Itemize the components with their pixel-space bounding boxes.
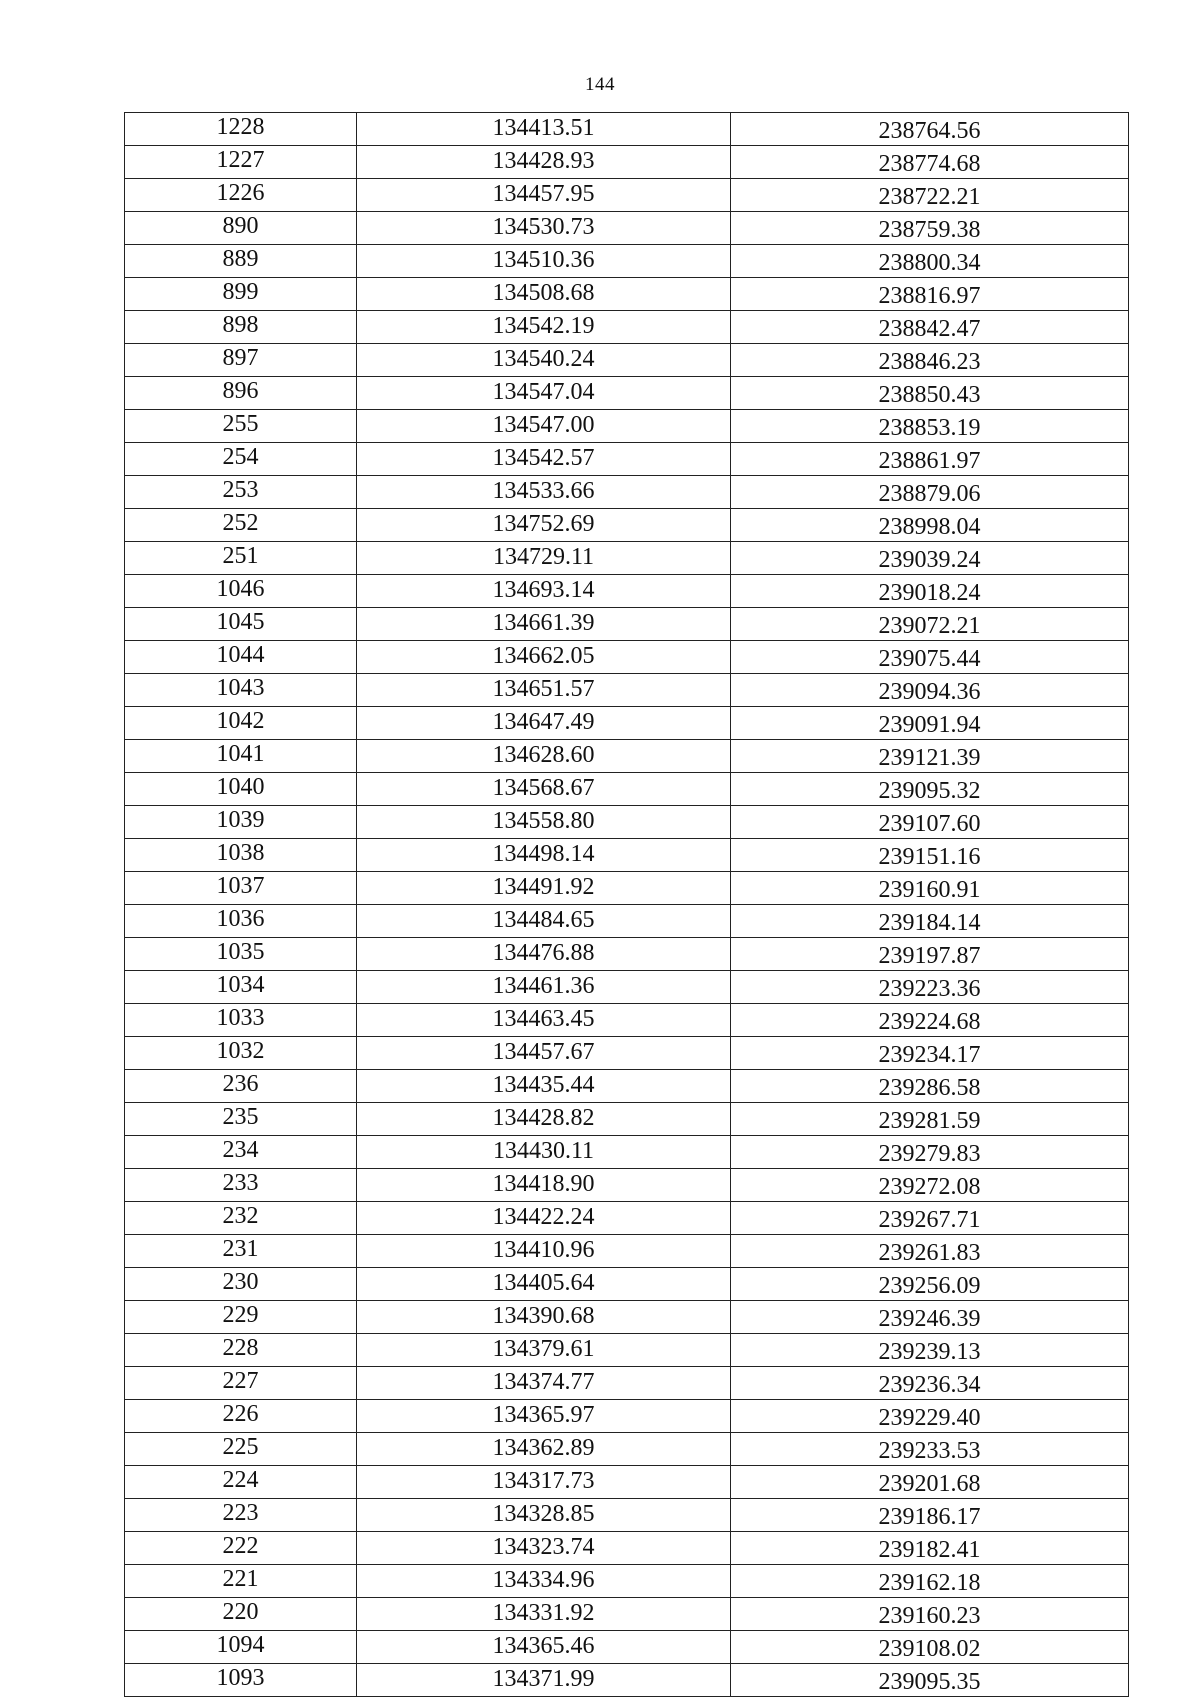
table-row bbox=[125, 146, 1129, 179]
x-coordinate-cell: 134374.77 bbox=[357, 1367, 731, 1400]
y-coordinate-cell: 239091.94 bbox=[731, 707, 1129, 740]
x-coordinate-cell: 134323.74 bbox=[357, 1532, 731, 1565]
x-coordinate-cell: 134365.97 bbox=[357, 1400, 731, 1433]
x-coordinate-cell: 134430.11 bbox=[357, 1136, 731, 1169]
x-coordinate-cell: 134476.88 bbox=[357, 938, 731, 971]
y-coordinate-cell: 238853.19 bbox=[731, 410, 1129, 443]
x-coordinate-cell: 134530.73 bbox=[357, 212, 731, 245]
x-coordinate-cell: 134317.73 bbox=[357, 1466, 731, 1499]
table-row bbox=[125, 674, 1129, 707]
table-row bbox=[125, 1664, 1129, 1697]
y-coordinate-cell: 239160.23 bbox=[731, 1598, 1129, 1631]
point-number-cell: 1043 bbox=[125, 674, 357, 707]
x-coordinate-cell: 134390.68 bbox=[357, 1301, 731, 1334]
point-number-cell: 221 bbox=[125, 1565, 357, 1598]
y-coordinate-cell: 239223.36 bbox=[731, 971, 1129, 1004]
table-row bbox=[125, 311, 1129, 344]
table-row bbox=[125, 410, 1129, 443]
point-number-cell: 229 bbox=[125, 1301, 357, 1334]
y-coordinate-cell: 239261.83 bbox=[731, 1235, 1129, 1268]
table-row bbox=[125, 1433, 1129, 1466]
x-coordinate-cell: 134328.85 bbox=[357, 1499, 731, 1532]
table-row bbox=[125, 1136, 1129, 1169]
y-coordinate-cell: 238842.47 bbox=[731, 311, 1129, 344]
point-number-cell: 899 bbox=[125, 278, 357, 311]
point-number-cell: 889 bbox=[125, 245, 357, 278]
point-number-cell: 1041 bbox=[125, 740, 357, 773]
x-coordinate-cell: 134405.64 bbox=[357, 1268, 731, 1301]
point-number-cell: 896 bbox=[125, 377, 357, 410]
table-row bbox=[125, 476, 1129, 509]
x-coordinate-cell: 134422.24 bbox=[357, 1202, 731, 1235]
table-row bbox=[125, 113, 1129, 146]
y-coordinate-cell: 239108.02 bbox=[731, 1631, 1129, 1664]
table-row bbox=[125, 212, 1129, 245]
x-coordinate-cell: 134547.00 bbox=[357, 410, 731, 443]
x-coordinate-cell: 134661.39 bbox=[357, 608, 731, 641]
table-row bbox=[125, 1598, 1129, 1631]
table-row bbox=[125, 1466, 1129, 1499]
x-coordinate-cell: 134362.89 bbox=[357, 1433, 731, 1466]
point-number-cell: 890 bbox=[125, 212, 357, 245]
y-coordinate-cell: 239281.59 bbox=[731, 1103, 1129, 1136]
table-row bbox=[125, 1268, 1129, 1301]
point-number-cell: 233 bbox=[125, 1169, 357, 1202]
x-coordinate-cell: 134461.36 bbox=[357, 971, 731, 1004]
point-number-cell: 1036 bbox=[125, 905, 357, 938]
point-number-cell: 897 bbox=[125, 344, 357, 377]
table-row bbox=[125, 839, 1129, 872]
y-coordinate-cell: 239121.39 bbox=[731, 740, 1129, 773]
y-coordinate-cell: 239095.35 bbox=[731, 1664, 1129, 1697]
y-coordinate-cell: 239201.68 bbox=[731, 1466, 1129, 1499]
point-number-cell: 1032 bbox=[125, 1037, 357, 1070]
x-coordinate-cell: 134410.96 bbox=[357, 1235, 731, 1268]
point-number-cell: 1227 bbox=[125, 146, 357, 179]
y-coordinate-cell: 239229.40 bbox=[731, 1400, 1129, 1433]
x-coordinate-cell: 134542.19 bbox=[357, 311, 731, 344]
y-coordinate-cell: 239236.34 bbox=[731, 1367, 1129, 1400]
table-row bbox=[125, 872, 1129, 905]
x-coordinate-cell: 134428.93 bbox=[357, 146, 731, 179]
point-number-cell: 898 bbox=[125, 311, 357, 344]
table-row bbox=[125, 179, 1129, 212]
point-number-cell: 1040 bbox=[125, 773, 357, 806]
y-coordinate-cell: 238998.04 bbox=[731, 509, 1129, 542]
table-row bbox=[125, 938, 1129, 971]
table-row bbox=[125, 1532, 1129, 1565]
coordinates-table-body bbox=[125, 113, 1129, 1697]
y-coordinate-cell: 239184.14 bbox=[731, 905, 1129, 938]
table-row bbox=[125, 1169, 1129, 1202]
table-row bbox=[125, 542, 1129, 575]
x-coordinate-cell: 134752.69 bbox=[357, 509, 731, 542]
y-coordinate-cell: 238800.34 bbox=[731, 245, 1129, 278]
y-coordinate-cell: 239233.53 bbox=[731, 1433, 1129, 1466]
x-coordinate-cell: 134662.05 bbox=[357, 641, 731, 674]
point-number-cell: 1038 bbox=[125, 839, 357, 872]
x-coordinate-cell: 134540.24 bbox=[357, 344, 731, 377]
x-coordinate-cell: 134484.65 bbox=[357, 905, 731, 938]
y-coordinate-cell: 239286.58 bbox=[731, 1070, 1129, 1103]
y-coordinate-cell: 238759.38 bbox=[731, 212, 1129, 245]
y-coordinate-cell: 239075.44 bbox=[731, 641, 1129, 674]
table-row bbox=[125, 806, 1129, 839]
table-row bbox=[125, 1103, 1129, 1136]
point-number-cell: 236 bbox=[125, 1070, 357, 1103]
point-number-cell: 220 bbox=[125, 1598, 357, 1631]
y-coordinate-cell: 239095.32 bbox=[731, 773, 1129, 806]
point-number-cell: 231 bbox=[125, 1235, 357, 1268]
point-number-cell: 255 bbox=[125, 410, 357, 443]
y-coordinate-cell: 238879.06 bbox=[731, 476, 1129, 509]
point-number-cell: 222 bbox=[125, 1532, 357, 1565]
x-coordinate-cell: 134547.04 bbox=[357, 377, 731, 410]
point-number-cell: 232 bbox=[125, 1202, 357, 1235]
x-coordinate-cell: 134647.49 bbox=[357, 707, 731, 740]
y-coordinate-cell: 239256.09 bbox=[731, 1268, 1129, 1301]
table-row bbox=[125, 1004, 1129, 1037]
point-number-cell: 1044 bbox=[125, 641, 357, 674]
table-row bbox=[125, 344, 1129, 377]
y-coordinate-cell: 239267.71 bbox=[731, 1202, 1129, 1235]
y-coordinate-cell: 239239.13 bbox=[731, 1334, 1129, 1367]
table-row bbox=[125, 740, 1129, 773]
point-number-cell: 254 bbox=[125, 443, 357, 476]
table-row bbox=[125, 1400, 1129, 1433]
point-number-cell: 252 bbox=[125, 509, 357, 542]
x-coordinate-cell: 134463.45 bbox=[357, 1004, 731, 1037]
table-row bbox=[125, 1631, 1129, 1664]
table-row bbox=[125, 1367, 1129, 1400]
table-row bbox=[125, 1499, 1129, 1532]
x-coordinate-cell: 134331.92 bbox=[357, 1598, 731, 1631]
y-coordinate-cell: 239186.17 bbox=[731, 1499, 1129, 1532]
table-row bbox=[125, 278, 1129, 311]
x-coordinate-cell: 134693.14 bbox=[357, 575, 731, 608]
y-coordinate-cell: 238850.43 bbox=[731, 377, 1129, 410]
table-row bbox=[125, 1565, 1129, 1598]
table-row bbox=[125, 608, 1129, 641]
table-row bbox=[125, 575, 1129, 608]
y-coordinate-cell: 239151.16 bbox=[731, 839, 1129, 872]
y-coordinate-cell: 238816.97 bbox=[731, 278, 1129, 311]
point-number-cell: 223 bbox=[125, 1499, 357, 1532]
point-number-cell: 1228 bbox=[125, 113, 357, 146]
y-coordinate-cell: 239182.41 bbox=[731, 1532, 1129, 1565]
point-number-cell: 1034 bbox=[125, 971, 357, 1004]
point-number-cell: 226 bbox=[125, 1400, 357, 1433]
point-number-cell: 227 bbox=[125, 1367, 357, 1400]
x-coordinate-cell: 134542.57 bbox=[357, 443, 731, 476]
x-coordinate-cell: 134568.67 bbox=[357, 773, 731, 806]
table-row bbox=[125, 905, 1129, 938]
y-coordinate-cell: 238774.68 bbox=[731, 146, 1129, 179]
point-number-cell: 1033 bbox=[125, 1004, 357, 1037]
point-number-cell: 1045 bbox=[125, 608, 357, 641]
y-coordinate-cell: 239224.68 bbox=[731, 1004, 1129, 1037]
y-coordinate-cell: 239107.60 bbox=[731, 806, 1129, 839]
table-row bbox=[125, 707, 1129, 740]
x-coordinate-cell: 134498.14 bbox=[357, 839, 731, 872]
point-number-cell: 224 bbox=[125, 1466, 357, 1499]
x-coordinate-cell: 134628.60 bbox=[357, 740, 731, 773]
point-number-cell: 230 bbox=[125, 1268, 357, 1301]
x-coordinate-cell: 134435.44 bbox=[357, 1070, 731, 1103]
table-row bbox=[125, 641, 1129, 674]
y-coordinate-cell: 239160.91 bbox=[731, 872, 1129, 905]
x-coordinate-cell: 134371.99 bbox=[357, 1664, 731, 1697]
point-number-cell: 1226 bbox=[125, 179, 357, 212]
table-row bbox=[125, 773, 1129, 806]
point-number-cell: 251 bbox=[125, 542, 357, 575]
y-coordinate-cell: 239234.17 bbox=[731, 1037, 1129, 1070]
y-coordinate-cell: 238846.23 bbox=[731, 344, 1129, 377]
y-coordinate-cell: 239162.18 bbox=[731, 1565, 1129, 1598]
y-coordinate-cell: 238764.56 bbox=[731, 113, 1129, 146]
table-row bbox=[125, 509, 1129, 542]
page-number: 144 bbox=[585, 74, 615, 95]
point-number-cell: 253 bbox=[125, 476, 357, 509]
x-coordinate-cell: 134510.36 bbox=[357, 245, 731, 278]
table-row bbox=[125, 377, 1129, 410]
point-number-cell: 234 bbox=[125, 1136, 357, 1169]
y-coordinate-cell: 239246.39 bbox=[731, 1301, 1129, 1334]
y-coordinate-cell: 239094.36 bbox=[731, 674, 1129, 707]
y-coordinate-cell: 238722.21 bbox=[731, 179, 1129, 212]
table-row bbox=[125, 245, 1129, 278]
y-coordinate-cell: 239197.87 bbox=[731, 938, 1129, 971]
point-number-cell: 228 bbox=[125, 1334, 357, 1367]
point-number-cell: 1035 bbox=[125, 938, 357, 971]
y-coordinate-cell: 239272.08 bbox=[731, 1169, 1129, 1202]
x-coordinate-cell: 134413.51 bbox=[357, 113, 731, 146]
table-row bbox=[125, 1334, 1129, 1367]
point-number-cell: 235 bbox=[125, 1103, 357, 1136]
point-number-cell: 1039 bbox=[125, 806, 357, 839]
point-number-cell: 1037 bbox=[125, 872, 357, 905]
y-coordinate-cell: 239279.83 bbox=[731, 1136, 1129, 1169]
point-number-cell: 1093 bbox=[125, 1664, 357, 1697]
table-row bbox=[125, 1235, 1129, 1268]
y-coordinate-cell: 239018.24 bbox=[731, 575, 1129, 608]
x-coordinate-cell: 134651.57 bbox=[357, 674, 731, 707]
y-coordinate-cell: 239039.24 bbox=[731, 542, 1129, 575]
x-coordinate-cell: 134379.61 bbox=[357, 1334, 731, 1367]
table-row bbox=[125, 1070, 1129, 1103]
x-coordinate-cell: 134558.80 bbox=[357, 806, 731, 839]
y-coordinate-cell: 238861.97 bbox=[731, 443, 1129, 476]
point-number-cell: 225 bbox=[125, 1433, 357, 1466]
x-coordinate-cell: 134508.68 bbox=[357, 278, 731, 311]
table-row bbox=[125, 1037, 1129, 1070]
y-coordinate-cell: 239072.21 bbox=[731, 608, 1129, 641]
point-number-cell: 1042 bbox=[125, 707, 357, 740]
x-coordinate-cell: 134729.11 bbox=[357, 542, 731, 575]
x-coordinate-cell: 134533.66 bbox=[357, 476, 731, 509]
x-coordinate-cell: 134334.96 bbox=[357, 1565, 731, 1598]
x-coordinate-cell: 134491.92 bbox=[357, 872, 731, 905]
table-row bbox=[125, 1301, 1129, 1334]
x-coordinate-cell: 134418.90 bbox=[357, 1169, 731, 1202]
coordinates-table bbox=[124, 112, 1129, 1697]
x-coordinate-cell: 134457.95 bbox=[357, 179, 731, 212]
x-coordinate-cell: 134365.46 bbox=[357, 1631, 731, 1664]
point-number-cell: 1046 bbox=[125, 575, 357, 608]
x-coordinate-cell: 134428.82 bbox=[357, 1103, 731, 1136]
table-row bbox=[125, 971, 1129, 1004]
x-coordinate-cell: 134457.67 bbox=[357, 1037, 731, 1070]
point-number-cell: 1094 bbox=[125, 1631, 357, 1664]
table-row bbox=[125, 443, 1129, 476]
table-row bbox=[125, 1202, 1129, 1235]
